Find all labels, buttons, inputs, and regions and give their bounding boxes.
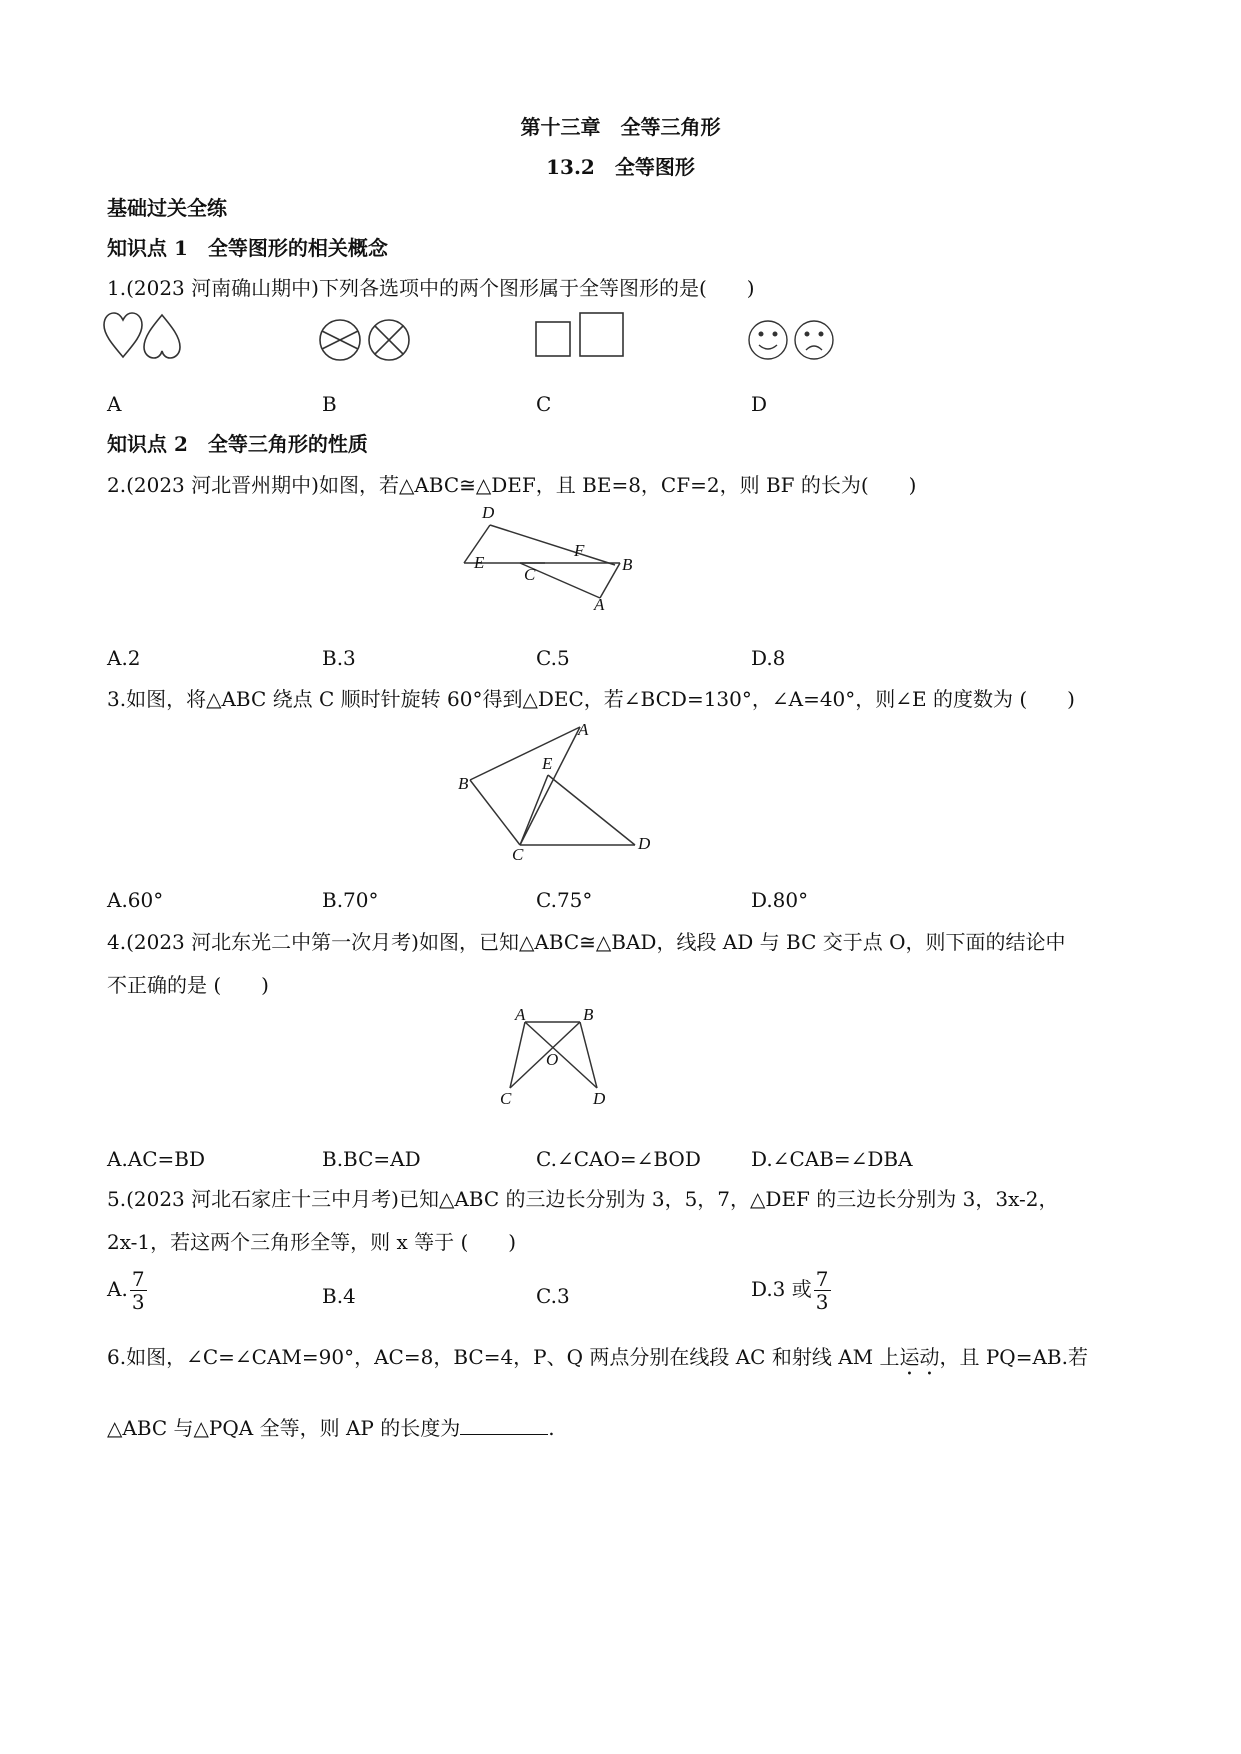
heart-shape-icon	[104, 313, 142, 357]
question-4-stem-line-2: 不正确的是 ( )	[107, 973, 269, 997]
fraction-seven-thirds: $\frac{7}{3}$	[815, 1267, 829, 1314]
point-label: D	[638, 834, 651, 853]
question-5-option-c[interactable]: C.3	[536, 1284, 570, 1308]
option-a-prefix: A.	[107, 1277, 128, 1301]
question-1-stem: 1.(2023 河南确山期中)下列各选项中的两个图形属于全等图形的是( )	[107, 276, 755, 300]
question-3-option-d[interactable]: D.80°	[751, 888, 809, 912]
point-label: F	[574, 541, 585, 560]
question-2-option-b[interactable]: B.3	[322, 646, 356, 670]
question-4-stem-line-1: 4.(2023 河北东光二中第一次月考)如图，已知△ABC≅△BAD，线段 AD 与 BC 交于点 O，则下面的结论中	[107, 930, 1066, 954]
question-1-figures	[100, 305, 860, 375]
question-6-stem-part-b: ，且 PQ=AB.若	[939, 1345, 1088, 1369]
question-1-option-b[interactable]: B	[322, 392, 337, 416]
question-6-stem-line-2	[107, 1415, 555, 1441]
question-1-option-c[interactable]: C	[536, 392, 552, 416]
point-label: O	[546, 1050, 559, 1069]
section-title: 13.2 全等图形	[546, 155, 695, 179]
point-label: A	[578, 720, 589, 739]
question-5-option-b[interactable]: B.4	[322, 1284, 356, 1308]
point-label: B	[583, 1005, 594, 1024]
question-3-option-c[interactable]: C.75°	[536, 888, 593, 912]
fraction-seven-thirds: $\frac{7}{3}$	[131, 1267, 145, 1314]
exercise-group-title: 基础过关全练	[107, 196, 227, 220]
question-6-stem-line-2-text: △ABC 与△PQA 全等，则 AP 的长度为	[107, 1416, 461, 1440]
question-5-stem-line-2: 2x-1，若这两个三角形全等，则 x 等于 ( )	[107, 1230, 517, 1254]
point-label: C	[500, 1089, 512, 1108]
question-4-figure	[490, 1000, 620, 1115]
large-square-icon	[580, 313, 623, 356]
question-6-stem-line-1	[107, 1344, 1088, 1380]
inverted-heart-shape-icon	[144, 315, 180, 358]
question-3-stem: 3.如图，将△ABC 绕点 C 顺时针旋转 60°得到△DEC，若∠BCD=130°，∠A=40°，则∠E 的度数为 ( )	[107, 687, 1075, 711]
question-2-stem: 2.(2023 河北晋州期中)如图，若△ABC≅△DEF，且 BE=8，CF=2，则 BF 的长为( )	[107, 473, 917, 497]
point-label: E	[542, 754, 553, 773]
question-2-option-d[interactable]: D.8	[751, 646, 786, 670]
question-2-option-c[interactable]: C.5	[536, 646, 570, 670]
point-label: E	[474, 553, 485, 572]
point-label: C	[524, 565, 536, 584]
question-1-option-d[interactable]: D	[751, 392, 768, 416]
emphasized-word: 运动	[899, 1345, 940, 1369]
question-1-option-a[interactable]: A	[107, 392, 122, 416]
chapter-title: 第十三章 全等三角形	[520, 115, 721, 139]
question-2-option-a[interactable]: A.2	[107, 646, 141, 670]
question-3-figure	[450, 715, 670, 865]
question-3-option-a[interactable]: A.60°	[107, 888, 164, 912]
small-square-icon	[536, 322, 570, 356]
question-4-option-b[interactable]: B.BC=AD	[322, 1147, 421, 1171]
point-label: B	[622, 555, 633, 574]
question-4-option-c[interactable]: C.∠CAO=∠BOD	[536, 1147, 701, 1171]
point-label: D	[593, 1089, 606, 1108]
question-4-option-d[interactable]: D.∠CAB=∠DBA	[751, 1147, 913, 1171]
question-3-option-b[interactable]: B.70°	[322, 888, 379, 912]
knowledge-point-1: 知识点 1 全等图形的相关概念	[107, 236, 388, 260]
point-label: D	[482, 503, 495, 522]
question-5-option-d[interactable]	[751, 1268, 831, 1313]
smiley-face-icon	[749, 321, 787, 359]
crossed-circle-large-icon	[369, 320, 409, 360]
point-label: A	[515, 1005, 526, 1024]
knowledge-point-2: 知识点 2 全等三角形的性质	[107, 432, 368, 456]
answer-blank[interactable]	[460, 1416, 548, 1435]
question-6-period: .	[548, 1416, 555, 1440]
point-label: B	[458, 774, 469, 793]
point-label: A	[594, 595, 605, 614]
sad-face-icon	[795, 321, 833, 359]
question-2-figure	[460, 500, 650, 620]
question-5-stem-line-1: 5.(2023 河北石家庄十三中月考)已知△ABC 的三边长分别为 3，5，7，△DEF 的三边长分别为 3，3x-2，	[107, 1187, 1059, 1211]
option-d-prefix: D.3 或	[751, 1277, 812, 1301]
point-label: C	[512, 845, 524, 864]
question-5-option-a[interactable]	[107, 1268, 147, 1313]
crossed-circle-small-icon	[320, 320, 360, 360]
question-6-stem-part-a: 6.如图，∠C=∠CAM=90°，AC=8，BC=4，P、Q 两点分别在线段 AC 和射线 AM 上	[107, 1345, 900, 1369]
question-4-option-a[interactable]: A.AC=BD	[107, 1147, 206, 1171]
